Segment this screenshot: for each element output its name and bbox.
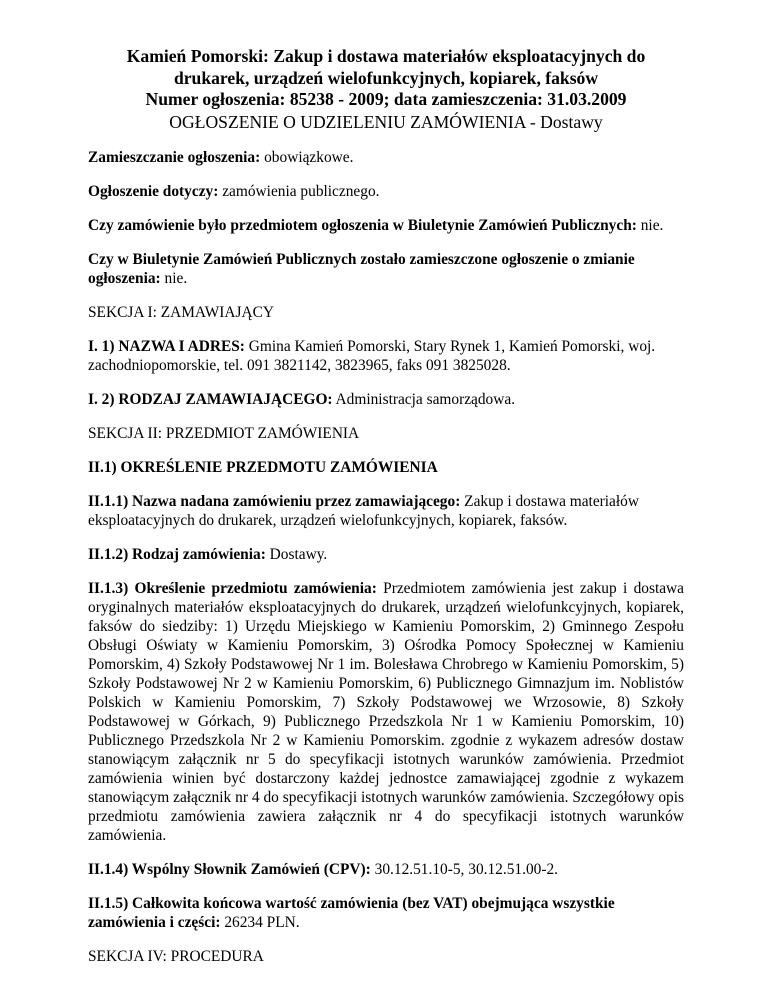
field-value: zamówienia publicznego. (218, 182, 380, 200)
title-line-3: Numer ogłoszenia: 85238 - 2009; data zamieszczenia: 31.03.2009 (145, 89, 627, 109)
field-label: II.1.3) Określenie przedmiotu zamówienia: (88, 579, 377, 597)
field-label: II.1.4) Wspólny Słownik Zamówień (CPV): (88, 860, 371, 878)
title-line-1: Kamień Pomorski: Zakup i dostawa materiałów eksploatacyjnych do (126, 46, 646, 66)
field-publication-mode (88, 148, 684, 167)
field-label: II.1.1) Nazwa nadana zamówieniu przez zamawiającego: (88, 492, 461, 510)
field-value: nie. (160, 269, 188, 287)
field-contracting-type (88, 390, 684, 409)
field-label: Zamieszczanie ogłoszenia: (88, 148, 261, 166)
field-value: 26234 PLN. (220, 913, 300, 931)
field-value: nie. (636, 216, 664, 234)
field-contract-description (88, 579, 684, 845)
field-value: 30.12.51.10-5, 30.12.51.00-2. (370, 860, 559, 878)
subsection-ii1-heading: II.1) OKREŚLENIE PRZEDMOTU ZAMÓWIENIA (88, 458, 438, 476)
field-value: Administracja samorządowa. (332, 390, 516, 408)
field-label: Czy zamówienie było przedmiotem ogłoszenia w Biuletynie Zamówień Publicznych: (88, 216, 637, 234)
field-notice-concerns (88, 182, 684, 201)
field-contract-type (88, 545, 684, 564)
field-label: I. 1) NAZWA I ADRES: (88, 337, 245, 355)
title-line-2: drukarek, urządzeń wielofunkcyjnych, kopiarek, faksów (173, 67, 599, 88)
notice-type-subtitle: OGŁOSZENIE O UDZIELENIU ZAMÓWIENIA - Dostawy (169, 111, 603, 132)
field-label: Czy w Biuletynie Zamówień Publicznych zostało zamieszczone ogłoszenie o zmianie ogłoszenia: (88, 250, 635, 287)
field-label: I. 2) RODZAJ ZAMAWIAJĄCEGO: (88, 390, 333, 408)
field-value: obowiązkowe. (260, 148, 354, 166)
field-label: II.1.2) Rodzaj zamówienia: (88, 545, 266, 563)
field-contract-name (88, 492, 684, 530)
section-2-heading: SEKCJA II: PRZEDMIOT ZAMÓWIENIA (88, 424, 360, 442)
field-value: Dostawy. (265, 545, 328, 563)
field-bzp-change-notice (88, 250, 684, 288)
field-name-address (88, 337, 684, 375)
field-bzp-published (88, 216, 684, 235)
field-value: Zakup i dostawa materiałów eksploatacyjnych do drukarek, urządzeń wielofunkcyjnych, kopiarek, faksów. (88, 492, 639, 529)
section-4-heading: SEKCJA IV: PROCEDURA (88, 947, 264, 965)
section-1-heading: SEKCJA I: ZAMAWIAJĄCY (88, 303, 275, 321)
field-total-value (88, 894, 684, 932)
field-value: Przedmiotem zamówienia jest zakup i dostawa oryginalnych materiałów eksploatacyjnych do drukarek, urządzeń wielofunkcyjnych, kopiarek, faksów do siedziby: 1) Urzędu Miejskiego w Kamieniu Pomorskim, 2) Gminnego Zespołu Obsługi Oświaty w Kamieniu Pomorskim, 3) Ośrodka Pomocy Społecznej w Kamieniu Pomorskim, 4) Szkoły Podstawowej Nr 1 im. Bolesława Chrobrego w Kamieniu Pomorskim, 5) Szkoły Podstawowej Nr 2 w Kamieniu Pomorskim, 6) Publicznego Gimnazjum im. Noblistów Polskich w Kamieniu Pomorskim, 7) Szkoły Podstawowej we Wrzosowie, 8) Szkoły Podstawowej w Górkach, 9) Publicznego Przedszkola Nr 1 w Kamieniu Pomorskim, 10) Publicznego Przedszkola Nr 2 w Kamieniu Pomorskim. zgodnie z wykazem adresów dostaw stanowiącym załącznik nr 5 do specyfikacji istotnych warunków zamówienia. Przedmiot zamówienia winien być dostarczony każdej jednostce zamawiającej zgodnie z wykazem stanowiącym załącznik nr 4 do specyfikacji istotnych warunków zamówienia. Szczegółowy opis przedmiotu zamówienia zawiera załącznik nr 4 do specyfikacji istotnych warunków zamówienia. (88, 579, 684, 844)
field-label: Ogłoszenie dotyczy: (88, 182, 219, 200)
field-cpv (88, 860, 684, 879)
field-value: Gmina Kamień Pomorski, Stary Rynek 1, Kamień Pomorski, woj. zachodniopomorskie, tel. 091 3821142, 3823965, faks 091 3825028. (88, 337, 656, 374)
field-label: II.1.5) Całkowita końcowa wartość zamówienia (bez VAT) obejmująca wszystkie zamówienia i części: (88, 894, 615, 931)
